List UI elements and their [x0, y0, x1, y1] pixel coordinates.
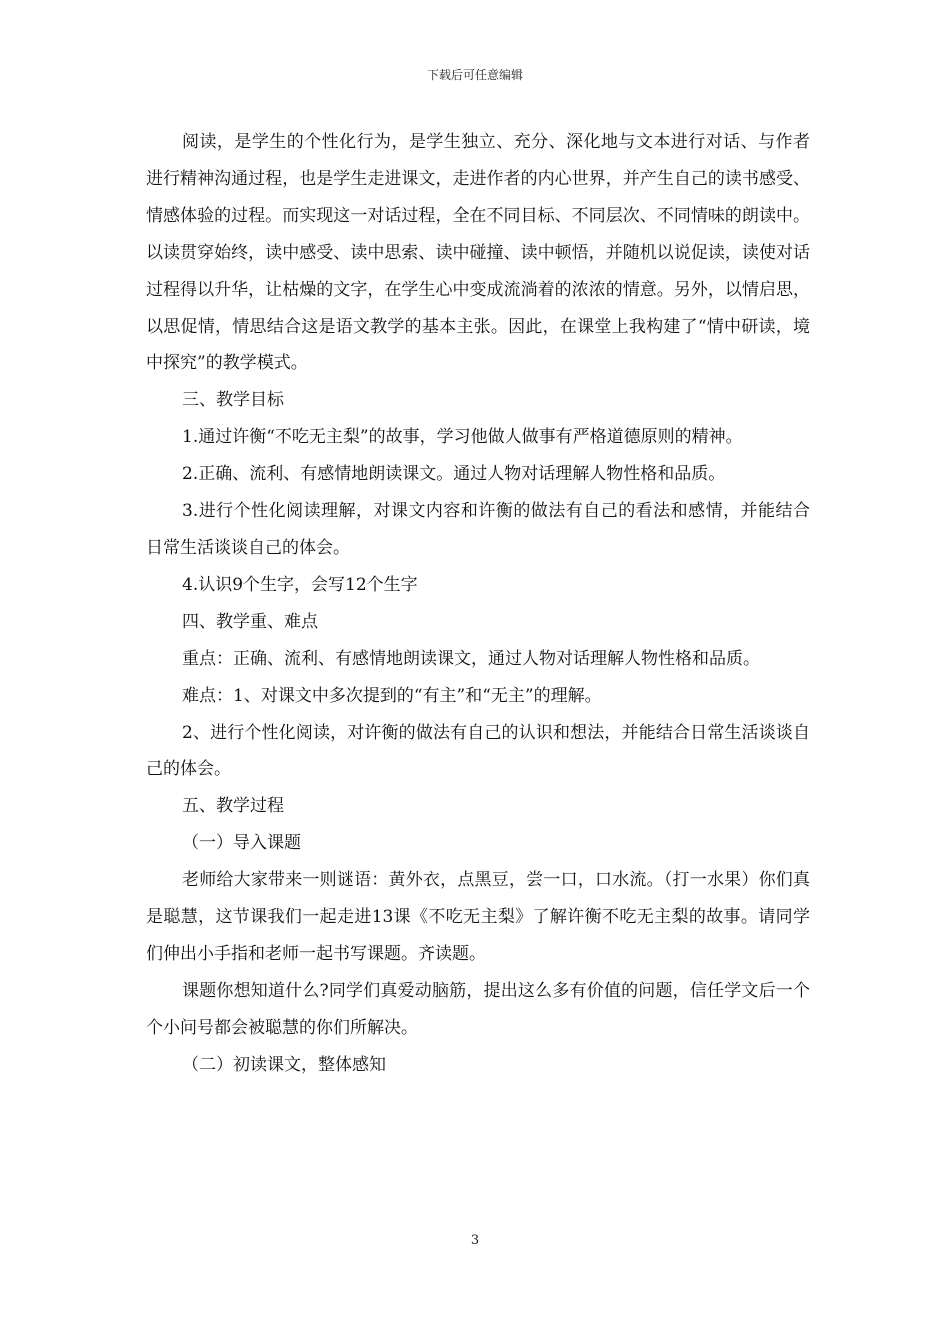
subheading-first-reading: （二）初读课文，整体感知: [182, 1054, 386, 1075]
paragraph-questions: 课题你想知道什么?同学们真爱动脑筋，提出这么多有价值的问题，信任学文后一个个小问号都会被聪慧的你们所解决。: [146, 980, 810, 1038]
difficulty-2: 2、进行个性化阅读，对许衡的做法有自己的认识和想法，并能结合日常生活谈谈自己的体会。: [146, 722, 810, 780]
key-point: 重点：正确、流利、有感情地朗读课文，通过人物对话理解人物性格和品质。: [182, 648, 760, 669]
goal-item-1: 1.通过许衡“不吃无主梨”的故事，学习他做人做事有严格道德原则的精神。: [182, 427, 743, 448]
goal-item-3: 3.进行个性化阅读理解，对课文内容和许衡的做法有自己的看法和感情，并能结合日常生活谈谈自己的体会。: [146, 501, 810, 558]
heading-teaching-process: 五、教学过程: [182, 796, 284, 817]
goal-item-2: 2.正确、流利、有感情地朗读课文。通过人物对话理解人物性格和品质。: [182, 464, 726, 485]
document-body: [146, 124, 810, 1084]
paragraph-intro: 阅读，是学生的个性化行为，是学生独立、充分、深化地与文本进行对话、与作者进行精神沟通过程，也是学生走进课文，走进作者的内心世界，并产生自己的读书感受、情感体验的过程。而实现这一对话过程，全在不同目标、不同层次、不同情味的朗读中。以读贯穿始终，读中感受、读中思索、读中碰撞、读中顿悟，并随机以说促读，读使对话过程得以升华，让枯燥的文字，在学生心中变成流淌着的浓浓的情意。另外，以情启思，以思促情，情思结合这是语文教学的基本主张。因此，在课堂上我构建了“情中研读，境中探究”的教学模式。: [146, 132, 810, 374]
page-number: 3: [470, 1233, 480, 1248]
difficulty-1: 难点：1、对课文中多次提到的“有主”和“无主”的理解。: [182, 685, 602, 706]
goal-item-4: 4.认识9个生字，会写12个生字: [182, 574, 418, 595]
subheading-intro: （一）导入课题: [182, 833, 301, 854]
heading-teaching-goals: 三、教学目标: [182, 390, 284, 411]
heading-key-points: 四、教学重、难点: [182, 611, 318, 632]
page-header: 下载后可任意编辑: [426, 68, 523, 82]
paragraph-riddle: 老师给大家带来一则谜语：黄外衣，点黑豆，尝一口，口水流。（打一水果）你们真是聪慧，这节课我们一起走进13课《不吃无主梨》了解许衡不吃无主梨的故事。请同学们伸出小手指和老师一起书写课题。齐读题。: [146, 870, 810, 964]
